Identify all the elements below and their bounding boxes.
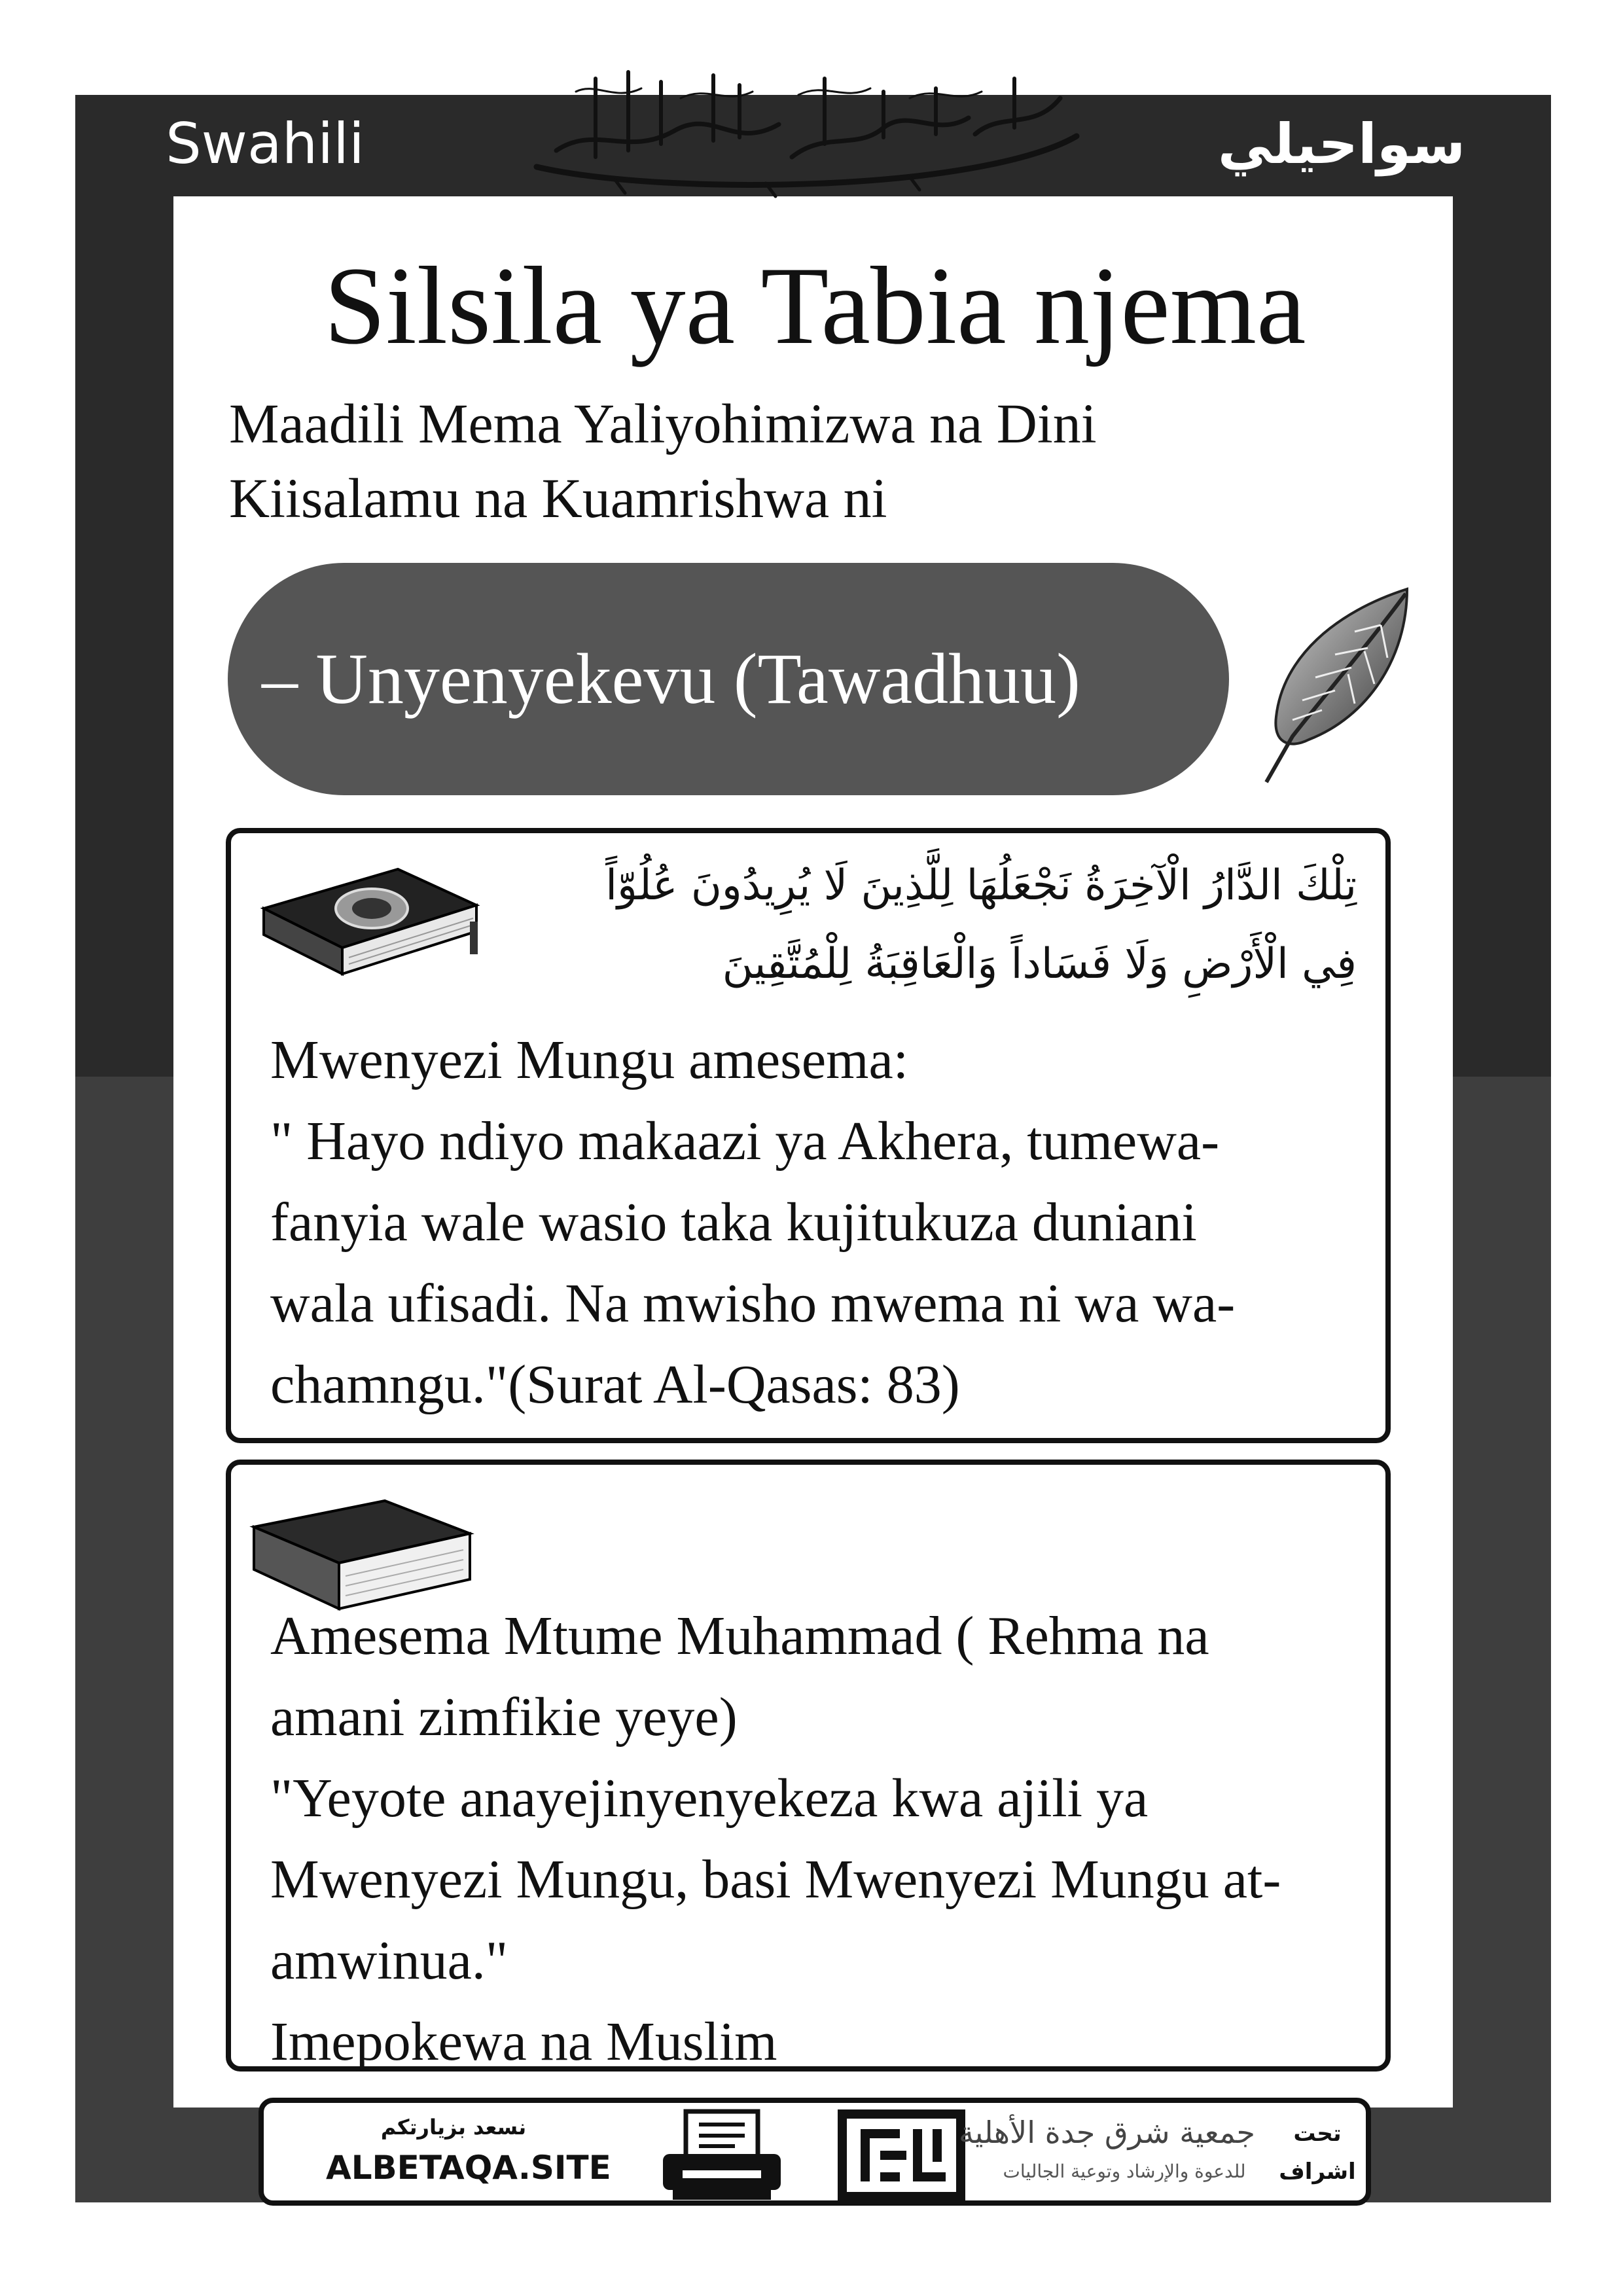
quran-translation [270, 1020, 1370, 1426]
supervision-line: تحت [1293, 2121, 1342, 2147]
language-tab-latin: Swahili [75, 95, 455, 193]
text-line: Amesema Mtume Muhammad ( Rehma na [270, 1605, 1209, 1666]
text-line: Mwenyezi Mungu, basi Mwenyezi Mungu at- [270, 1849, 1281, 1910]
association-subtitle: للدعوة والإرشاد وتوعية الجاليات [1003, 2161, 1246, 2182]
printer-icon [660, 2108, 784, 2203]
text-line: amwinua." [270, 1930, 508, 1991]
topic-banner [228, 563, 1229, 795]
footer-bar [259, 2098, 1371, 2206]
leaf-icon [1257, 586, 1427, 795]
basmala-calligraphy [517, 52, 1093, 203]
hadith-box [226, 1460, 1391, 2072]
text-line: fanyia wale wasio taka kujitukuza duniani [270, 1192, 1197, 1253]
hadith-text [270, 1596, 1370, 2083]
text-line: Mwenyezi Mungu amesema: [270, 1030, 909, 1090]
text-line: chamngu."(Surat Al-Qasas: 83) [270, 1354, 960, 1415]
association-logo [959, 2109, 1255, 2201]
subtitle [229, 386, 1342, 535]
arabic-line: فِي الْأَرْضِ وَلَا فَسَاداً وَالْعَاقِبَةُ لِلْمُتَّقِينَ [722, 940, 1357, 988]
page-title: Silsila ya Tabia njema [324, 244, 1306, 367]
text-line: Imepokewa na Muslim [270, 2011, 777, 2072]
supervision-label [1278, 2115, 1357, 2191]
text-line: "Yeyote anayejinyenyekeza kwa ajili ya [270, 1768, 1149, 1829]
kufic-logo [834, 2106, 969, 2204]
text-line: amani zimfikie yeye) [270, 1687, 738, 1748]
arabic-line: تِلْكَ الدَّارُ الْآخِرَةُ نَجْعَلُهَا لِلَّذِينَ لَا يُرِيدُونَ عُلُوّاً [605, 861, 1357, 910]
quran-book-icon [251, 859, 493, 1010]
supervision-line: اشراف [1279, 2159, 1356, 2185]
text-line: wala ufisadi. Na mwisho mwema ni wa wa- [270, 1273, 1236, 1334]
quran-arabic-text [493, 846, 1357, 1003]
subtitle-line: Kiisalamu na Kuamrishwa ni [229, 467, 887, 529]
topic-label: – Unyenyekevu (Tawadhuu) [262, 639, 1080, 719]
text-line: " Hayo ndiyo makaazi ya Akhera, tumewa- [270, 1111, 1220, 1172]
site-link[interactable]: ALBETAQA.SITE [326, 2149, 611, 2187]
quran-verse-box [226, 828, 1391, 1443]
visit-text: نسعد بزيارتكم [380, 2115, 527, 2140]
association-name: جمعية شرق جدة الأهلية [959, 2115, 1255, 2150]
subtitle-line: Maadili Mema Yaliyohimizwa na Dini [229, 392, 1097, 455]
language-tab-arabic: سواحيلي [1132, 95, 1551, 193]
